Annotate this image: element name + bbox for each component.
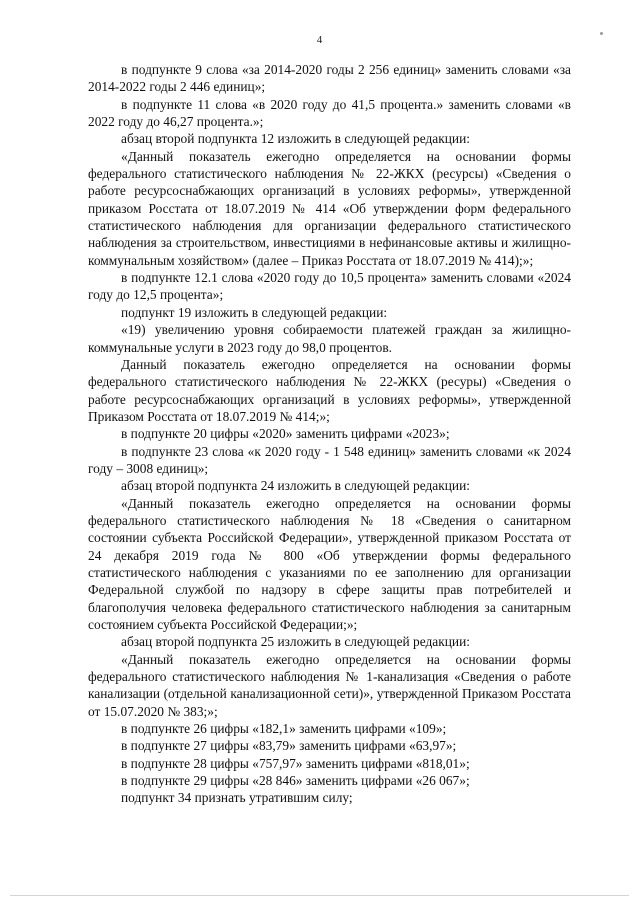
page-number: 4: [316, 34, 323, 46]
paragraph: подпункт 34 признать утратившим силу;: [121, 790, 353, 806]
paragraph: в подпункте 29 цифры «28 846» заменить цифрами «26 067»;: [121, 773, 470, 789]
paragraph: абзац второй подпункта 25 изложить в следующей редакции:: [121, 634, 470, 650]
paragraph: в подпункте 9 слова «за 2014-2020 годы 2 256 единиц» заменить словами «за 2014-2022 годы 2 446 единиц»;: [88, 62, 571, 95]
paragraph: Данный показатель ежегодно определяется на основании формы федерального статистического наблюдения № 22-ЖКХ (ресуры) «Сведения о работе ресурсоснабжающих организаций в условиях реформы», утвержденной Приказом Росстата от 18.07.2019 № 414;»;: [88, 356, 571, 424]
paragraph: в подпункте 28 цифры «757,97» заменить цифрами «818,01»;: [121, 755, 470, 771]
paragraph: «Данный показатель ежегодно определяется на основании формы федерального статистического наблюдения № 18 «Сведения о санитарном состоянии субъекта Российской Федерации», утвержденной приказом Росстата от 24 декабря 2019 года № 800 «Об утверждении формы федерального статистического наблюдения с указаниями по ее заполнению для организации Федеральной службой по надзору в сфере защиты прав потребителей и благополучия человека федерального статистического наблюдения за санитарным состоянием субъекта Российской Федерации;»;: [88, 495, 571, 632]
paragraph: в подпункте 12.1 слова «2020 году до 10,5 процента» заменить словами «2024 году до 12,5 процента»;: [88, 270, 571, 303]
paragraph: «19) увеличению уровня собираемости платежей граждан за жилищно-коммунальные услуги в 2023 году до 98,0 процентов.: [88, 322, 571, 355]
paragraph: в подпункте 11 слова «в 2020 году до 41,5 процента.» заменить словами «в 2022 году до 46,27 процента.»;: [88, 96, 571, 130]
document-body: [88, 61, 571, 807]
paragraph: абзац второй подпункта 24 изложить в следующей редакции:: [121, 478, 470, 494]
paragraph: подпункт 19 изложить в следующей редакции:: [121, 304, 388, 320]
scan-mark: [600, 32, 603, 35]
page-bottom-edge: [10, 895, 629, 896]
paragraph: абзац второй подпункта 12 изложить в следующей редакции:: [121, 131, 470, 147]
paragraph: в подпункте 20 цифры «2020» заменить цифрами «2023»;: [121, 426, 450, 442]
paragraph: «Данный показатель ежегодно определяется на основании формы федерального статистического наблюдения № 22-ЖКХ (ресурсы) «Сведения о работе ресурсоснабжающих организаций в условиях реформы», утвержденной приказом Росстата от 18.07.2019 № 414 «Об утверждении форм федерального статистического наблюдения для организации федерального статистического наблюдения за строительством, инвестициями в нефинансовые активы и жилищно-коммунальным хозяйством» (далее – Приказ Росстата от 18.07.2019 № 414);»;: [88, 148, 571, 268]
paragraph: в подпункте 23 слова «к 2020 году - 1 548 единиц» заменить словами «к 2024 году – 3008 единиц»;: [88, 443, 571, 476]
paragraph: «Данный показатель ежегодно определяется на основании формы федерального статистического наблюдения № 1-канализация «Сведения о работе канализации (отдельной канализационной сети)», утвержденной Приказом Росстата от 15.07.2020 № 383;»;: [88, 651, 571, 719]
paragraph: в подпункте 26 цифры «182,1» заменить цифрами «109»;: [121, 721, 447, 737]
paragraph: в подпункте 27 цифры «83,79» заменить цифрами «63,97»;: [121, 738, 457, 754]
